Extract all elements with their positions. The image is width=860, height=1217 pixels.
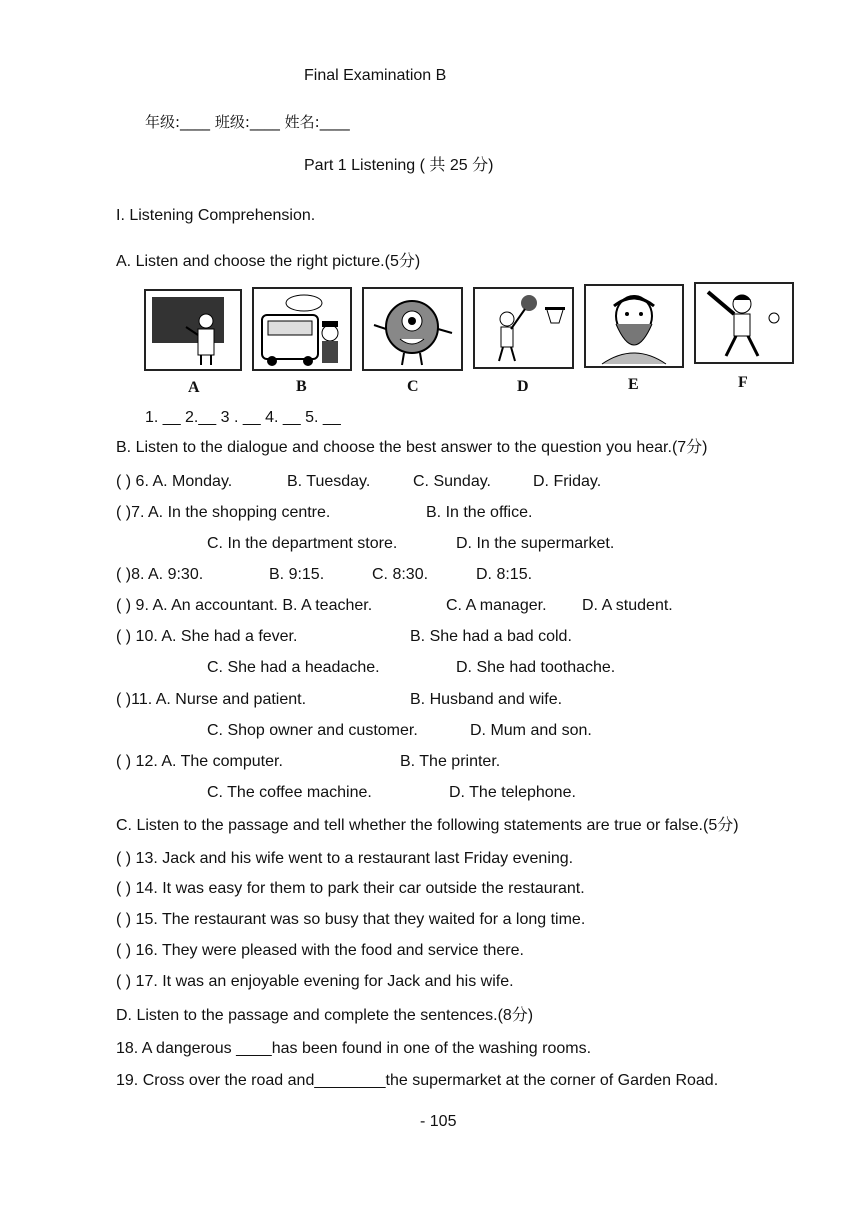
basketball-player-icon [475,289,572,367]
picture-label-d: D [517,378,529,395]
student-info-line: 年级:____ 班级:____ 姓名:____ [145,113,350,131]
statement-15: ( ) 15. The restaurant was so busy that they waited for a long time. [116,911,586,928]
section-a-heading: A. Listen and choose the right picture.(5分) [116,253,421,270]
question-12-option-d: D. The telephone. [449,784,576,801]
question-12-option-b: B. The printer. [400,753,501,770]
question-11-option-b: B. Husband and wife. [410,691,563,708]
part-title: Part 1 Listening ( 共 25 分) [304,157,494,174]
picture-f [694,282,794,364]
picture-d [473,287,574,369]
question-9-option-d: D. A student. [582,597,673,614]
question-12-option-c: C. The coffee machine. [207,784,372,801]
question-12: ( ) 12. A. The computer. [116,753,283,770]
exam-title: Final Examination B [304,67,447,84]
question-8-option-b: B. 9:15. [269,566,325,583]
question-9: ( ) 9. A. An accountant. B. A teacher. [116,597,373,614]
bus-driver-icon [254,289,350,369]
question-7-option-b: B. In the office. [426,504,533,521]
picture-label-c: C [407,378,419,395]
picture-e [584,284,684,368]
statement-13: ( ) 13. Jack and his wife went to a restaurant last Friday evening. [116,850,574,867]
picture-label-e: E [628,376,639,393]
picture-c [362,287,463,371]
statement-17: ( ) 17. It was an enjoyable evening for Jack and his wife. [116,973,514,990]
sentence-19: 19. Cross over the road and________the supermarket at the corner of Garden Road. [116,1072,719,1089]
section-d-heading: D. Listen to the passage and complete the sentences.(8分) [116,1007,534,1024]
question-8: ( )8. A. 9:30. [116,566,204,583]
section-b-heading: B. Listen to the dialogue and choose the best answer to the question you hear.(7分) [116,439,708,456]
question-7-option-c: C. In the department store. [207,535,398,552]
question-8-option-d: D. 8:15. [476,566,533,583]
question-10: ( ) 10. A. She had a fever. [116,628,298,645]
section-a-answer-line: 1. __ 2.__ 3 . __ 4. __ 5. __ [145,409,341,426]
question-11-option-c: C. Shop owner and customer. [207,722,418,739]
question-10-option-d: D. She had toothache. [456,659,616,676]
question-6-option-c: C. Sunday. [413,473,491,490]
picture-label-f: F [738,374,748,391]
question-6-option-d: D. Friday. [533,473,602,490]
picture-label-b: B [296,378,307,395]
old-man-portrait-icon [586,286,682,366]
question-10-option-c: C. She had a headache. [207,659,380,676]
section-i-heading: I. Listening Comprehension. [116,207,316,224]
picture-a [144,289,242,371]
baseball-player-icon [696,284,792,362]
page-number: - 105 [420,1113,457,1130]
question-8-option-c: C. 8:30. [372,566,429,583]
statement-14: ( ) 14. It was easy for them to park their car outside the restaurant. [116,880,585,897]
question-11: ( )11. A. Nurse and patient. [116,691,307,708]
question-11-option-d: D. Mum and son. [470,722,592,739]
question-6: ( ) 6. A. Monday. [116,473,233,490]
picture-b [252,287,352,371]
section-c-heading: C. Listen to the passage and tell whether the following statements are true or false.(5分) [116,817,739,834]
question-10-option-b: B. She had a bad cold. [410,628,572,645]
question-7-option-d: D. In the supermarket. [456,535,615,552]
monster-icon [364,289,461,369]
statement-16: ( ) 16. They were pleased with the food and service there. [116,942,524,959]
picture-label-a: A [188,379,200,396]
teacher-blackboard-icon [146,291,240,369]
question-9-option-c: C. A manager. [446,597,547,614]
sentence-18: 18. A dangerous ____has been found in one of the washing rooms. [116,1040,592,1057]
question-7: ( )7. A. In the shopping centre. [116,504,331,521]
question-6-option-b: B. Tuesday. [287,473,371,490]
